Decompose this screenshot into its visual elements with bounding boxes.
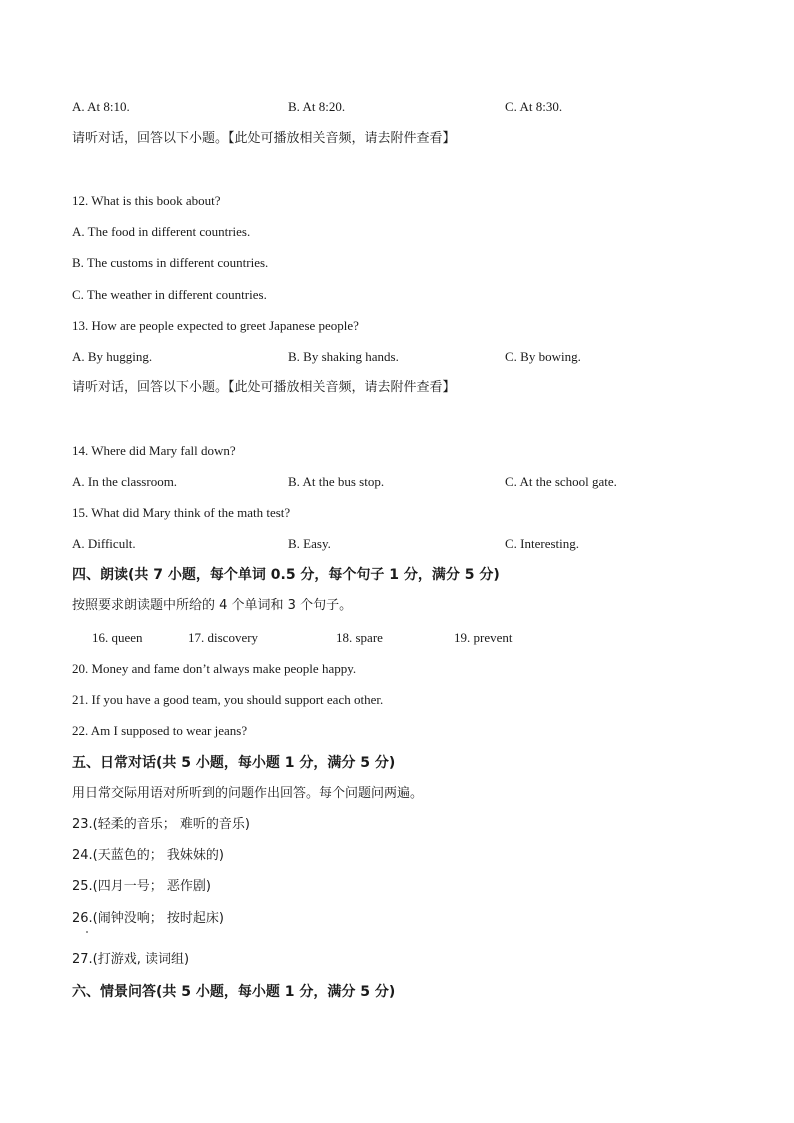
- listen-instruction-2: 请听对话，回答以下小题。【此处可播放相关音频，请去附件查看】: [72, 380, 456, 395]
- sentence-item: 22. Am I supposed to wear jeans?: [72, 723, 248, 738]
- section4-words: [72, 630, 672, 646]
- q13-question: 13. How are people expected to greet Japanese people?: [72, 318, 359, 333]
- dialogue-item: 23.(轻柔的音乐； 难听的音乐): [72, 817, 250, 832]
- q12-option-c[interactable]: C. The weather in different countries.: [72, 287, 267, 302]
- q11-options: [72, 99, 722, 115]
- section6-heading: 六、情景问答(共 5 小题，每小题 1 分，满分 5 分): [72, 984, 396, 1000]
- q14-option-a[interactable]: A. In the classroom.: [72, 474, 178, 489]
- section4-instruction: 按照要求朗读题中所给的 4 个单词和 3 个句子。: [72, 598, 353, 613]
- q15-option-c[interactable]: C. Interesting.: [505, 536, 580, 551]
- q14-options: [72, 474, 722, 490]
- q12-option-b[interactable]: B. The customs in different countries.: [72, 255, 269, 270]
- dialogue-item: 25.(四月一号； 恶作剧): [72, 879, 211, 894]
- word-item: 19. prevent: [454, 630, 513, 645]
- section5-heading: 五、日常对话(共 5 小题，每小题 1 分，满分 5 分): [72, 755, 396, 771]
- stray-dot: [86, 931, 88, 933]
- q13-options: [72, 349, 722, 365]
- listen-instruction-1: 请听对话，回答以下小题。【此处可播放相关音频，请去附件查看】: [72, 131, 456, 146]
- q13-option-c[interactable]: C. By bowing.: [505, 349, 581, 364]
- q12-question: 12. What is this book about?: [72, 193, 221, 208]
- q15-question: 15. What did Mary think of the math test?: [72, 505, 291, 520]
- word-item: 16. queen: [92, 630, 143, 645]
- q14-option-b[interactable]: B. At the bus stop.: [288, 474, 385, 489]
- section5-instruction: 用日常交际用语对所听到的问题作出回答。每个问题问两遍。: [72, 786, 424, 801]
- dialogue-item: 27.(打游戏, 读词组): [72, 952, 190, 967]
- q12-option-a[interactable]: A. The food in different countries.: [72, 224, 251, 239]
- q15-option-a[interactable]: A. Difficult.: [72, 536, 136, 551]
- q13-option-b[interactable]: B. By shaking hands.: [288, 349, 399, 364]
- sentence-item: 20. Money and fame don’t always make people happy.: [72, 661, 357, 676]
- q13-option-a[interactable]: A. By hugging.: [72, 349, 153, 364]
- q14-option-c[interactable]: C. At the school gate.: [505, 474, 617, 489]
- dialogue-item: 24.(天蓝色的； 我妹妹的): [72, 848, 224, 863]
- q11-option-c[interactable]: C. At 8:30.: [505, 99, 563, 114]
- q14-question: 14. Where did Mary fall down?: [72, 443, 236, 458]
- q11-option-b[interactable]: B. At 8:20.: [288, 99, 346, 114]
- word-item: 18. spare: [336, 630, 383, 645]
- q15-options: [72, 536, 722, 552]
- section4-heading: 四、朗读(共 7 小题，每个单词 0.5 分，每个句子 1 分，满分 5 分): [72, 567, 500, 583]
- sentence-item: 21. If you have a good team, you should support each other.: [72, 692, 384, 707]
- word-item: 17. discovery: [188, 630, 259, 645]
- dialogue-item: 26.(闹钟没响； 按时起床): [72, 911, 224, 926]
- q11-option-a[interactable]: A. At 8:10.: [72, 99, 130, 114]
- q15-option-b[interactable]: B. Easy.: [288, 536, 331, 551]
